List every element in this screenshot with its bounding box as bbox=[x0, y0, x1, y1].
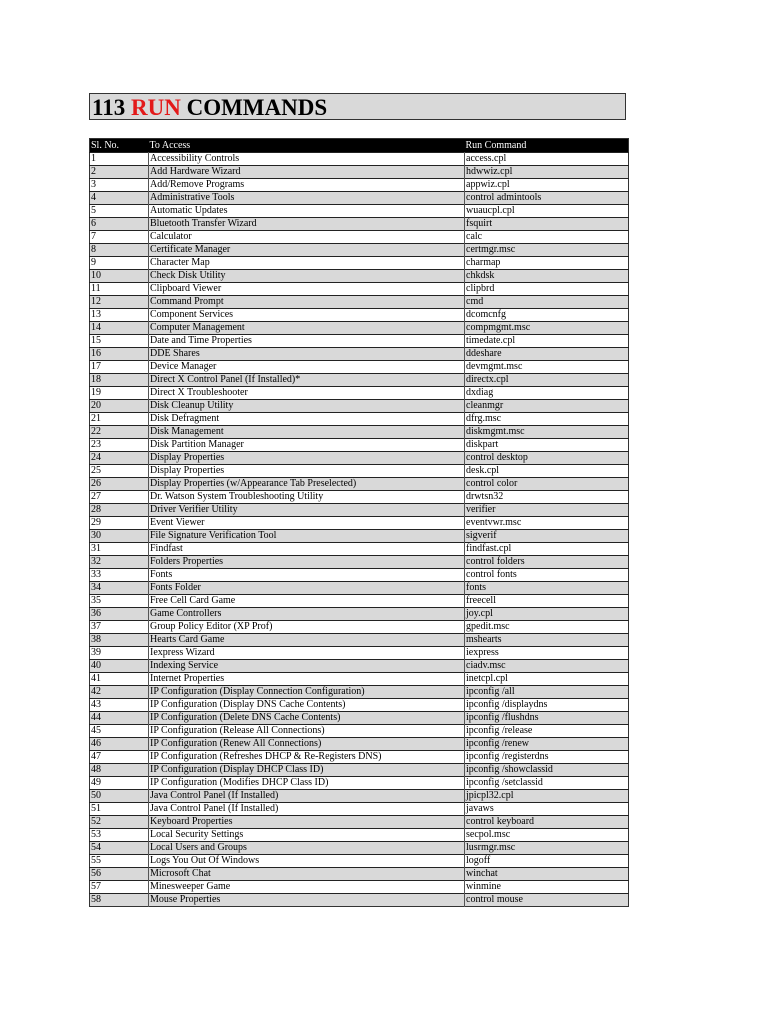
run-command-cell: control keyboard bbox=[466, 816, 535, 827]
table-row bbox=[90, 426, 629, 439]
table-row bbox=[90, 647, 629, 660]
run-command-cell: cleanmgr bbox=[466, 400, 504, 411]
to-access-cell: Date and Time Properties bbox=[149, 335, 465, 348]
table-row bbox=[90, 543, 629, 556]
run-command-cell: wuaucpl.cpl bbox=[466, 205, 515, 216]
to-access-cell: Fonts Folder bbox=[149, 582, 465, 595]
run-command-cell: drwtsn32 bbox=[466, 491, 504, 502]
run-command-cell: joy.cpl bbox=[466, 608, 493, 619]
table-row bbox=[90, 725, 629, 738]
table-row bbox=[90, 673, 629, 686]
table-row bbox=[90, 569, 629, 582]
serial-cell: 54 bbox=[90, 842, 149, 855]
to-access-cell: Disk Defragment bbox=[149, 413, 465, 426]
title-accent-word: RUN bbox=[130, 95, 181, 120]
run-command-cell: winchat bbox=[466, 868, 498, 879]
serial-cell: 1 bbox=[90, 153, 149, 166]
to-access-cell: Direct X Troubleshooter bbox=[149, 387, 465, 400]
to-access-cell: IP Configuration (Delete DNS Cache Contents) bbox=[149, 712, 465, 725]
run-command-cell: ipconfig /renew bbox=[466, 738, 530, 749]
serial-cell: 24 bbox=[90, 452, 149, 465]
serial-cell: 11 bbox=[90, 283, 149, 296]
to-access-cell: DDE Shares bbox=[149, 348, 465, 361]
run-command-cell: ciadv.msc bbox=[466, 660, 506, 671]
to-access-cell: Add/Remove Programs bbox=[149, 179, 465, 192]
to-access-cell: Java Control Panel (If Installed) bbox=[149, 790, 465, 803]
column-header-to-access: To Access bbox=[149, 139, 465, 153]
run-command-cell: verifier bbox=[466, 504, 496, 515]
table-row bbox=[90, 413, 629, 426]
run-command-cell: ipconfig /registerdns bbox=[466, 751, 549, 762]
table-row bbox=[90, 530, 629, 543]
run-command-cell: javaws bbox=[466, 803, 494, 814]
serial-cell: 34 bbox=[90, 582, 149, 595]
run-command-cell: fonts bbox=[466, 582, 486, 593]
to-access-cell: File Signature Verification Tool bbox=[149, 530, 465, 543]
table-row bbox=[90, 829, 629, 842]
serial-cell: 51 bbox=[90, 803, 149, 816]
table-row bbox=[90, 166, 629, 179]
to-access-cell: IP Configuration (Modifies DHCP Class ID) bbox=[149, 777, 465, 790]
to-access-cell: Accessibility Controls bbox=[149, 153, 465, 166]
to-access-cell: Hearts Card Game bbox=[149, 634, 465, 647]
to-access-cell: IP Configuration (Display DNS Cache Contents) bbox=[149, 699, 465, 712]
table-row bbox=[90, 439, 629, 452]
to-access-cell: Local Users and Groups bbox=[149, 842, 465, 855]
to-access-cell: Bluetooth Transfer Wizard bbox=[149, 218, 465, 231]
serial-cell: 29 bbox=[90, 517, 149, 530]
to-access-cell: Check Disk Utility bbox=[149, 270, 465, 283]
to-access-cell: Internet Properties bbox=[149, 673, 465, 686]
run-command-cell: secpol.msc bbox=[466, 829, 511, 840]
table-row bbox=[90, 556, 629, 569]
run-command-cell: ipconfig /displaydns bbox=[466, 699, 548, 710]
column-header-run-command: Run Command bbox=[465, 139, 629, 153]
run-command-cell: dfrg.msc bbox=[466, 413, 502, 424]
table-row bbox=[90, 777, 629, 790]
run-command-cell: desk.cpl bbox=[466, 465, 500, 476]
serial-cell: 52 bbox=[90, 816, 149, 829]
serial-cell: 56 bbox=[90, 868, 149, 881]
run-command-cell: ipconfig /flushdns bbox=[466, 712, 539, 723]
table-row bbox=[90, 582, 629, 595]
serial-cell: 17 bbox=[90, 361, 149, 374]
serial-cell: 31 bbox=[90, 543, 149, 556]
to-access-cell: Disk Cleanup Utility bbox=[149, 400, 465, 413]
table-row bbox=[90, 309, 629, 322]
to-access-cell: Mouse Properties bbox=[149, 894, 465, 907]
to-access-cell: Iexpress Wizard bbox=[149, 647, 465, 660]
run-command-cell: control mouse bbox=[466, 894, 523, 905]
serial-cell: 13 bbox=[90, 309, 149, 322]
serial-cell: 42 bbox=[90, 686, 149, 699]
table-row bbox=[90, 894, 629, 907]
table-row bbox=[90, 751, 629, 764]
serial-cell: 35 bbox=[90, 595, 149, 608]
serial-cell: 53 bbox=[90, 829, 149, 842]
serial-cell: 44 bbox=[90, 712, 149, 725]
table-row bbox=[90, 491, 629, 504]
to-access-cell: Logs You Out Of Windows bbox=[149, 855, 465, 868]
serial-cell: 23 bbox=[90, 439, 149, 452]
run-command-cell: logoff bbox=[466, 855, 491, 866]
table-row bbox=[90, 595, 629, 608]
serial-cell: 8 bbox=[90, 244, 149, 257]
table-row bbox=[90, 192, 629, 205]
run-command-cell: compmgmt.msc bbox=[466, 322, 531, 333]
to-access-cell: Automatic Updates bbox=[149, 205, 465, 218]
serial-cell: 45 bbox=[90, 725, 149, 738]
serial-cell: 12 bbox=[90, 296, 149, 309]
table-row bbox=[90, 868, 629, 881]
table-row bbox=[90, 816, 629, 829]
run-command-cell: iexpress bbox=[466, 647, 499, 658]
to-access-cell: Display Properties bbox=[149, 452, 465, 465]
run-command-cell: freecell bbox=[466, 595, 496, 606]
run-command-cell: dxdiag bbox=[466, 387, 494, 398]
run-command-cell: inetcpl.cpl bbox=[466, 673, 508, 684]
to-access-cell: Clipboard Viewer bbox=[149, 283, 465, 296]
run-command-cell: charmap bbox=[466, 257, 501, 268]
run-command-cell: diskmgmt.msc bbox=[466, 426, 525, 437]
serial-cell: 37 bbox=[90, 621, 149, 634]
to-access-cell: Display Properties bbox=[149, 465, 465, 478]
to-access-cell: Dr. Watson System Troubleshooting Utility bbox=[149, 491, 465, 504]
table-row bbox=[90, 400, 629, 413]
table-row bbox=[90, 764, 629, 777]
serial-cell: 27 bbox=[90, 491, 149, 504]
to-access-cell: IP Configuration (Display DHCP Class ID) bbox=[149, 764, 465, 777]
run-command-cell: ipconfig /all bbox=[466, 686, 515, 697]
serial-cell: 39 bbox=[90, 647, 149, 660]
run-command-cell: certmgr.msc bbox=[466, 244, 516, 255]
table-row bbox=[90, 361, 629, 374]
serial-cell: 40 bbox=[90, 660, 149, 673]
table-row bbox=[90, 803, 629, 816]
to-access-cell: Local Security Settings bbox=[149, 829, 465, 842]
to-access-cell: Java Control Panel (If Installed) bbox=[149, 803, 465, 816]
serial-cell: 48 bbox=[90, 764, 149, 777]
to-access-cell: Add Hardware Wizard bbox=[149, 166, 465, 179]
table-row bbox=[90, 608, 629, 621]
run-commands-table bbox=[89, 138, 629, 907]
table-row bbox=[90, 218, 629, 231]
to-access-cell: Computer Management bbox=[149, 322, 465, 335]
run-command-cell: control fonts bbox=[466, 569, 517, 580]
serial-cell: 22 bbox=[90, 426, 149, 439]
serial-cell: 10 bbox=[90, 270, 149, 283]
run-command-cell: sigverif bbox=[466, 530, 497, 541]
table-row bbox=[90, 790, 629, 803]
serial-cell: 36 bbox=[90, 608, 149, 621]
serial-cell: 49 bbox=[90, 777, 149, 790]
table-row bbox=[90, 322, 629, 335]
run-command-cell: control desktop bbox=[466, 452, 528, 463]
serial-cell: 46 bbox=[90, 738, 149, 751]
to-access-cell: Character Map bbox=[149, 257, 465, 270]
to-access-cell: Findfast bbox=[149, 543, 465, 556]
serial-cell: 4 bbox=[90, 192, 149, 205]
serial-cell: 2 bbox=[90, 166, 149, 179]
table-row bbox=[90, 283, 629, 296]
table-row bbox=[90, 452, 629, 465]
table-row bbox=[90, 296, 629, 309]
run-command-cell: clipbrd bbox=[466, 283, 495, 294]
run-command-cell: diskpart bbox=[466, 439, 499, 450]
run-command-cell: mshearts bbox=[466, 634, 502, 645]
table-row bbox=[90, 855, 629, 868]
run-command-cell: ipconfig /showclassid bbox=[466, 764, 553, 775]
to-access-cell: IP Configuration (Display Connection Configuration) bbox=[149, 686, 465, 699]
table-row bbox=[90, 153, 629, 166]
to-access-cell: Indexing Service bbox=[149, 660, 465, 673]
serial-cell: 41 bbox=[90, 673, 149, 686]
to-access-cell: Calculator bbox=[149, 231, 465, 244]
run-command-cell: calc bbox=[466, 231, 483, 242]
serial-cell: 3 bbox=[90, 179, 149, 192]
to-access-cell: Fonts bbox=[149, 569, 465, 582]
table-row bbox=[90, 660, 629, 673]
serial-cell: 26 bbox=[90, 478, 149, 491]
to-access-cell: Keyboard Properties bbox=[149, 816, 465, 829]
table-row bbox=[90, 257, 629, 270]
to-access-cell: Driver Verifier Utility bbox=[149, 504, 465, 517]
serial-cell: 25 bbox=[90, 465, 149, 478]
to-access-cell: IP Configuration (Renew All Connections) bbox=[149, 738, 465, 751]
to-access-cell: IP Configuration (Release All Connections) bbox=[149, 725, 465, 738]
table-row bbox=[90, 244, 629, 257]
serial-cell: 33 bbox=[90, 569, 149, 582]
table-header-row bbox=[90, 139, 629, 153]
serial-cell: 16 bbox=[90, 348, 149, 361]
to-access-cell: Command Prompt bbox=[149, 296, 465, 309]
run-command-cell: directx.cpl bbox=[466, 374, 509, 385]
serial-cell: 50 bbox=[90, 790, 149, 803]
serial-cell: 58 bbox=[90, 894, 149, 907]
run-command-cell: fsquirt bbox=[466, 218, 493, 229]
to-access-cell: Device Manager bbox=[149, 361, 465, 374]
run-command-cell: appwiz.cpl bbox=[466, 179, 510, 190]
run-command-cell: lusrmgr.msc bbox=[466, 842, 516, 853]
table-body bbox=[90, 153, 629, 907]
to-access-cell: Disk Partition Manager bbox=[149, 439, 465, 452]
title-rest: COMMANDS bbox=[186, 95, 328, 120]
run-command-cell: winmine bbox=[466, 881, 501, 892]
run-command-cell: chkdsk bbox=[466, 270, 495, 281]
serial-cell: 19 bbox=[90, 387, 149, 400]
run-command-cell: hdwwiz.cpl bbox=[466, 166, 513, 177]
title-number: 113 bbox=[92, 95, 126, 120]
serial-cell: 47 bbox=[90, 751, 149, 764]
run-command-cell: ipconfig /release bbox=[466, 725, 533, 736]
table-row bbox=[90, 621, 629, 634]
table-row bbox=[90, 387, 629, 400]
table-row bbox=[90, 504, 629, 517]
run-command-cell: control color bbox=[466, 478, 518, 489]
table-row bbox=[90, 517, 629, 530]
serial-cell: 28 bbox=[90, 504, 149, 517]
table-row bbox=[90, 842, 629, 855]
to-access-cell: Display Properties (w/Appearance Tab Preselected) bbox=[149, 478, 465, 491]
serial-cell: 7 bbox=[90, 231, 149, 244]
to-access-cell: IP Configuration (Refreshes DHCP & Re-Registers DNS) bbox=[149, 751, 465, 764]
table-row bbox=[90, 374, 629, 387]
to-access-cell: Certificate Manager bbox=[149, 244, 465, 257]
serial-cell: 14 bbox=[90, 322, 149, 335]
serial-cell: 21 bbox=[90, 413, 149, 426]
serial-cell: 20 bbox=[90, 400, 149, 413]
run-command-cell: devmgmt.msc bbox=[466, 361, 523, 372]
to-access-cell: Disk Management bbox=[149, 426, 465, 439]
table-row bbox=[90, 348, 629, 361]
run-command-cell: control folders bbox=[466, 556, 525, 567]
run-command-cell: dcomcnfg bbox=[466, 309, 506, 320]
run-command-cell: ipconfig /setclassid bbox=[466, 777, 543, 788]
run-command-cell: gpedit.msc bbox=[466, 621, 510, 632]
to-access-cell: Folders Properties bbox=[149, 556, 465, 569]
serial-cell: 18 bbox=[90, 374, 149, 387]
table-row bbox=[90, 738, 629, 751]
serial-cell: 43 bbox=[90, 699, 149, 712]
page-title-box bbox=[89, 93, 626, 120]
table-row bbox=[90, 270, 629, 283]
serial-cell: 30 bbox=[90, 530, 149, 543]
serial-cell: 55 bbox=[90, 855, 149, 868]
column-header-serial: Sl. No. bbox=[90, 139, 149, 153]
to-access-cell: Administrative Tools bbox=[149, 192, 465, 205]
serial-cell: 15 bbox=[90, 335, 149, 348]
to-access-cell: Direct X Control Panel (If Installed)* bbox=[149, 374, 465, 387]
run-command-cell: jpicpl32.cpl bbox=[466, 790, 514, 801]
run-command-cell: timedate.cpl bbox=[466, 335, 516, 346]
run-command-cell: cmd bbox=[466, 296, 484, 307]
table-row bbox=[90, 686, 629, 699]
table-row bbox=[90, 478, 629, 491]
table-row bbox=[90, 335, 629, 348]
serial-cell: 5 bbox=[90, 205, 149, 218]
to-access-cell: Group Policy Editor (XP Prof) bbox=[149, 621, 465, 634]
run-command-cell: access.cpl bbox=[466, 153, 507, 164]
serial-cell: 57 bbox=[90, 881, 149, 894]
table-row bbox=[90, 699, 629, 712]
run-command-cell: ddeshare bbox=[466, 348, 502, 359]
to-access-cell: Minesweeper Game bbox=[149, 881, 465, 894]
serial-cell: 9 bbox=[90, 257, 149, 270]
page-title bbox=[92, 95, 327, 120]
serial-cell: 6 bbox=[90, 218, 149, 231]
table-row bbox=[90, 465, 629, 478]
table-row bbox=[90, 231, 629, 244]
run-command-cell: eventvwr.msc bbox=[466, 517, 522, 528]
run-command-cell: control admintools bbox=[466, 192, 542, 203]
serial-cell: 38 bbox=[90, 634, 149, 647]
to-access-cell: Event Viewer bbox=[149, 517, 465, 530]
table-row bbox=[90, 712, 629, 725]
to-access-cell: Component Services bbox=[149, 309, 465, 322]
table-row bbox=[90, 881, 629, 894]
table-row bbox=[90, 179, 629, 192]
serial-cell: 32 bbox=[90, 556, 149, 569]
to-access-cell: Game Controllers bbox=[149, 608, 465, 621]
to-access-cell: Free Cell Card Game bbox=[149, 595, 465, 608]
table-row bbox=[90, 205, 629, 218]
to-access-cell: Microsoft Chat bbox=[149, 868, 465, 881]
table-row bbox=[90, 634, 629, 647]
run-command-cell: findfast.cpl bbox=[466, 543, 512, 554]
